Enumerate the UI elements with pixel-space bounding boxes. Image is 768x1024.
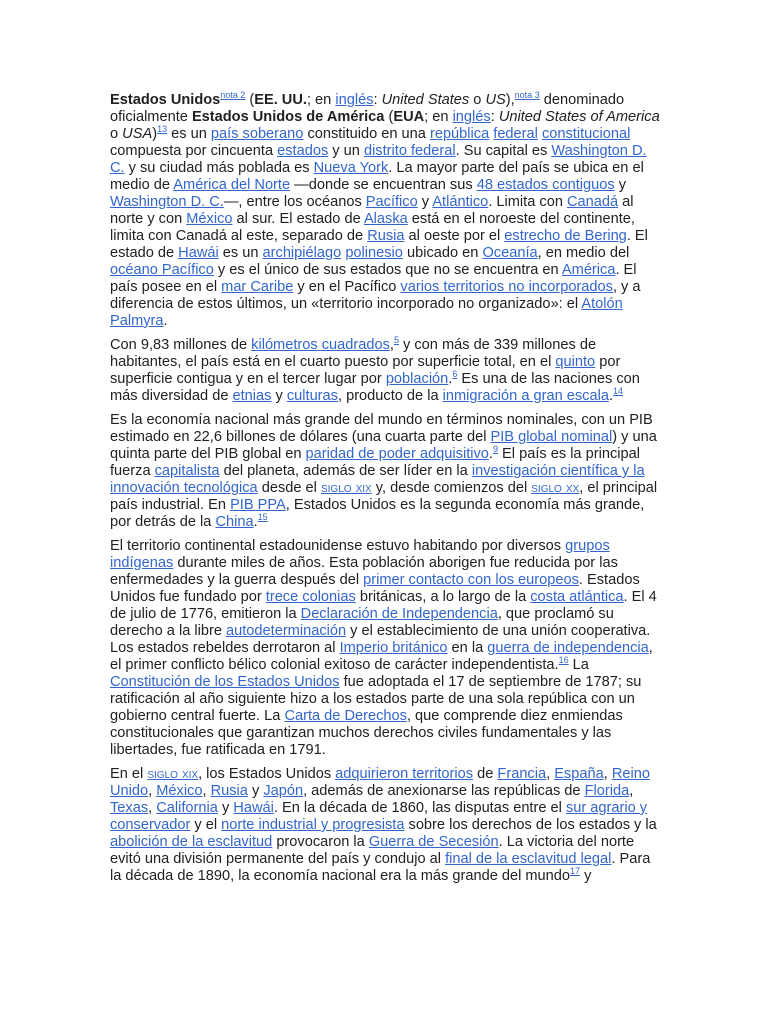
- text-run: es un: [218, 245, 263, 261]
- text-run: ,: [202, 783, 211, 799]
- reference-link[interactable]: nota 2: [220, 90, 246, 101]
- text-run: ,: [603, 766, 612, 782]
- text-run: y: [614, 177, 626, 193]
- text-run: La: [568, 657, 589, 673]
- article-link[interactable]: constitucional: [541, 126, 631, 142]
- article-link[interactable]: abolición de la esclavitud: [110, 834, 273, 850]
- text-run: constituido en una: [303, 126, 430, 142]
- text-run: (: [245, 92, 255, 108]
- article-link[interactable]: mar Caribe: [221, 279, 294, 295]
- article-link[interactable]: Washington D. C.: [110, 143, 647, 176]
- reference-note: [220, 90, 245, 100]
- text-run: al sur. El estado de: [232, 211, 364, 227]
- text-run: ,: [148, 783, 157, 799]
- article-link[interactable]: norte industrial y progresista: [221, 817, 405, 833]
- text-run: En el: [110, 766, 148, 782]
- article-link[interactable]: Rusia: [367, 228, 405, 244]
- article-link[interactable]: Texas: [110, 800, 149, 816]
- article-link[interactable]: México: [186, 211, 233, 227]
- text-run: ; en: [306, 92, 336, 108]
- text-run: —donde se encuentran sus: [290, 177, 477, 193]
- italic-term: USA: [122, 126, 153, 142]
- text-run: .: [163, 313, 168, 329]
- article-link[interactable]: inmigración a gran escala: [442, 388, 609, 404]
- text-run: El territorio continental estadounidense estuvo habitando por diversos: [110, 538, 566, 554]
- text-run: .: [448, 371, 453, 387]
- text-run: , producto de la: [337, 388, 443, 404]
- reference-link[interactable]: 15: [257, 512, 268, 523]
- text-run: ,: [629, 783, 634, 799]
- article-link[interactable]: estados: [277, 143, 329, 159]
- italic-term: US: [485, 92, 506, 108]
- text-run: . En la década de 1860, las disputas entre el: [273, 800, 566, 816]
- text-run: al norte y con: [110, 194, 634, 227]
- text-run: y: [417, 194, 433, 210]
- italic-term: United States of America: [498, 109, 660, 125]
- text-run: , Estados Unidos es la segunda economía más grande, por detrás de la: [110, 497, 645, 530]
- text-run: denominado oficialmente: [110, 92, 625, 125]
- bold-term: EUA: [393, 109, 425, 125]
- text-run: .: [608, 388, 613, 404]
- bold-term: Estados Unidos de América: [191, 109, 385, 125]
- text-run: , el principal país industrial. En: [110, 480, 658, 513]
- text-run: al oeste por el: [404, 228, 505, 244]
- text-run: ,: [389, 337, 394, 353]
- article-link[interactable]: estrecho de Bering: [504, 228, 627, 244]
- text-run: , además de anexionarse las repúblicas de: [303, 783, 585, 799]
- text-run: es un: [167, 126, 211, 142]
- text-run: durante miles de años. Esta población aborigen fue reducida por las enfermedades y la guerra después del: [110, 555, 618, 588]
- article-link[interactable]: capitalista: [154, 463, 220, 479]
- article-link[interactable]: etnias: [232, 388, 272, 404]
- text-run: . La victoria del norte evitó una división permanente del país y condujo al: [110, 834, 635, 867]
- article-link[interactable]: 48 estados contiguos: [476, 177, 615, 193]
- article-link[interactable]: Hawái: [178, 245, 219, 261]
- reference-link[interactable]: 6: [452, 369, 458, 380]
- article-link[interactable]: siglo xix: [147, 766, 199, 782]
- bold-term: Estados Unidos: [110, 92, 221, 108]
- text-run: , que comprende diez enmiendas constitucionales que garantizan muchos derechos civiles fundamentales y las libertades, fue ratificada en 1791.: [110, 708, 623, 758]
- reference-note: [613, 386, 623, 396]
- article-link[interactable]: siglo xix: [320, 480, 372, 496]
- article-link[interactable]: paridad de poder adquisitivo: [305, 446, 489, 462]
- text-run: . Para la década de 1890, la economía nacional era la más grande del mundo: [110, 851, 651, 884]
- article-link[interactable]: Pacífico: [365, 194, 418, 210]
- article-link[interactable]: guerra de independencia: [487, 640, 649, 656]
- article-link[interactable]: investigación científica y la innovación tecnológica: [110, 463, 645, 496]
- article-link[interactable]: PIB PPA: [230, 497, 286, 513]
- article-link[interactable]: Atolón Palmyra: [110, 296, 623, 329]
- text-run: :: [490, 109, 499, 125]
- article-link[interactable]: América del Norte: [173, 177, 291, 193]
- reference-note: [515, 90, 540, 100]
- text-run: fue adoptada el 17 de septiembre de 1787; su ratificación al año siguiente hizo a los estados parte de una sola república con un gobierno central fuerte. La: [110, 674, 642, 724]
- article-link[interactable]: Carta de Derechos: [284, 708, 407, 724]
- article-link[interactable]: federal: [493, 126, 538, 142]
- article-link[interactable]: México: [156, 783, 203, 799]
- text-run: . El estado de: [110, 228, 648, 261]
- text-run: . El 4 de julio de 1776, emitieron la: [110, 589, 657, 622]
- article-link[interactable]: Nueva York: [313, 160, 389, 176]
- text-run: ,: [148, 800, 157, 816]
- text-run: . La mayor parte del país se ubica en el medio de: [110, 160, 644, 193]
- bold-term: EE. UU.: [254, 92, 307, 108]
- text-run: (: [384, 109, 394, 125]
- text-run: Con 9,83 millones de: [110, 337, 252, 353]
- article-link[interactable]: Hawái: [233, 800, 274, 816]
- text-run: ; en: [424, 109, 453, 125]
- article-link[interactable]: Alaska: [363, 211, 408, 227]
- article-link[interactable]: población: [385, 371, 449, 387]
- article-body: [110, 92, 660, 892]
- text-run: y con más de 339 millones de habitantes, el país está en el cuarto puesto por superficie total, en el: [110, 337, 597, 370]
- text-run: y un: [328, 143, 364, 159]
- article-link[interactable]: California: [156, 800, 218, 816]
- paragraph-intro: [110, 92, 660, 330]
- article-link[interactable]: China: [215, 514, 254, 530]
- article-link[interactable]: Florida: [584, 783, 630, 799]
- article-link[interactable]: Atlántico: [432, 194, 489, 210]
- text-run: ubicado en: [402, 245, 483, 261]
- text-run: y, desde comienzos del: [371, 480, 532, 496]
- article-link[interactable]: siglo xx: [531, 480, 580, 496]
- text-run: por superficie contigua y en el tercer lugar por: [110, 354, 621, 387]
- article-link[interactable]: trece colonias: [265, 589, 356, 605]
- text-run: El país es la principal fuerza: [110, 446, 640, 479]
- text-run: . El país posee en el: [110, 262, 637, 295]
- text-run: británicas, a lo largo de la: [355, 589, 531, 605]
- text-run: está en el noroeste del continente, limita con Canadá al este, separado de: [110, 211, 635, 244]
- text-run: , que proclamó su derecho a la libre: [110, 606, 614, 639]
- text-run: en la: [447, 640, 488, 656]
- reference-link[interactable]: 17: [570, 866, 581, 877]
- text-run: ) y una quinta parte del PIB global en: [110, 429, 657, 462]
- article-link[interactable]: primer contacto con los europeos: [363, 572, 579, 588]
- text-run: o: [110, 126, 123, 142]
- text-run: :: [373, 92, 382, 108]
- article-link[interactable]: distrito federal: [363, 143, 456, 159]
- text-run: desde el: [257, 480, 321, 496]
- article-link[interactable]: Reino Unido: [110, 766, 650, 799]
- article-link[interactable]: adquirieron territorios: [335, 766, 474, 782]
- article-link[interactable]: Japón: [263, 783, 304, 799]
- article-link[interactable]: república: [429, 126, 490, 142]
- reference-note: [559, 655, 569, 665]
- article-link[interactable]: país soberano: [210, 126, 304, 142]
- article-link[interactable]: Francia: [497, 766, 547, 782]
- article-link[interactable]: Oceanía: [482, 245, 538, 261]
- article-link[interactable]: varios territorios no incorporados: [400, 279, 613, 295]
- text-run: provocaron la: [272, 834, 369, 850]
- paragraph-economy: [110, 412, 660, 531]
- text-run: y es el único de sus estados que no se encuentra en: [213, 262, 562, 278]
- text-run: y: [580, 868, 592, 884]
- article-link[interactable]: Guerra de Secesión: [368, 834, 499, 850]
- text-run: —, entre los océanos: [223, 194, 366, 210]
- text-run: o: [469, 92, 486, 108]
- text-run: ),: [505, 92, 515, 108]
- text-run: sobre los derechos de los estados y la: [404, 817, 657, 833]
- text-run: , y a diferencia de estos últimos, un «territorio incorporado no organizado»: el: [110, 279, 641, 312]
- reference-link[interactable]: 14: [613, 386, 624, 397]
- text-run: ): [152, 126, 158, 142]
- article-link[interactable]: océano Pacífico: [110, 262, 214, 278]
- text-run: y el establecimiento de una unión cooperativa. Los estados rebeldes derrotaron al: [110, 623, 651, 656]
- text-run: Es la economía nacional más grande del mundo en términos nominales, con un PIB estimado en 22,6 billones de dólares (una cuarta parte del: [110, 412, 653, 445]
- article-link[interactable]: costa atlántica: [530, 589, 624, 605]
- paragraph-geography: [110, 337, 660, 405]
- article-link[interactable]: PIB global nominal: [490, 429, 613, 445]
- article-link[interactable]: inglés: [452, 109, 491, 125]
- article-link[interactable]: autodeterminación: [226, 623, 347, 639]
- text-run: .: [253, 514, 258, 530]
- italic-term: United States: [381, 92, 470, 108]
- reference-link[interactable]: 13: [157, 124, 168, 135]
- article-link[interactable]: archipiélago: [262, 245, 342, 261]
- article-link[interactable]: Constitución de los Estados Unidos: [110, 674, 340, 690]
- text-run: .: [488, 446, 493, 462]
- text-run: . Limita con: [488, 194, 567, 210]
- reference-note: [157, 124, 167, 134]
- article-link[interactable]: polinesio: [345, 245, 403, 261]
- text-run: y: [217, 800, 234, 816]
- article-link[interactable]: América: [561, 262, 616, 278]
- article-link[interactable]: sur agrario y conservador: [110, 800, 648, 833]
- article-link[interactable]: Rusia: [210, 783, 248, 799]
- article-link[interactable]: España: [554, 766, 604, 782]
- reference-note: [258, 512, 268, 522]
- article-link[interactable]: final de la esclavitud legal: [445, 851, 612, 867]
- text-run: Es una de las naciones con más diversidad de: [110, 371, 640, 404]
- text-run: , en medio del: [537, 245, 630, 261]
- article-link[interactable]: Imperio británico: [339, 640, 448, 656]
- reference-note: [570, 866, 580, 876]
- text-run: compuesta por cincuenta: [110, 143, 278, 159]
- reference-link[interactable]: 16: [558, 655, 569, 666]
- article-link[interactable]: Washington D. C.: [110, 194, 224, 210]
- text-run: y el: [190, 817, 222, 833]
- text-run: . Su capital es: [455, 143, 552, 159]
- reference-link[interactable]: 9: [492, 444, 498, 455]
- text-run: . Estados Unidos fue fundado por: [110, 572, 640, 605]
- article-link[interactable]: inglés: [335, 92, 374, 108]
- text-run: , los Estados Unidos: [198, 766, 336, 782]
- article-link[interactable]: grupos indígenas: [110, 538, 610, 571]
- text-run: y su ciudad más poblada es: [124, 160, 314, 176]
- article-link[interactable]: Declaración de Independencia: [300, 606, 498, 622]
- article-link[interactable]: quinto: [555, 354, 596, 370]
- text-run: y: [271, 388, 287, 404]
- text-run: del planeta, además de ser líder en la: [219, 463, 472, 479]
- article-link[interactable]: Canadá: [567, 194, 619, 210]
- text-run: y: [247, 783, 264, 799]
- text-run: , el primer conflicto bélico colonial exitoso de carácter independentista.: [110, 640, 653, 673]
- paragraph-history: [110, 538, 660, 759]
- reference-link[interactable]: nota 3: [514, 90, 540, 101]
- text-run: y en el Pacífico: [293, 279, 401, 295]
- text-run: ,: [546, 766, 555, 782]
- article-link[interactable]: culturas: [286, 388, 338, 404]
- paragraph-nineteenth-century: [110, 766, 660, 885]
- reference-link[interactable]: 5: [393, 335, 399, 346]
- article-link[interactable]: kilómetros cuadrados: [251, 337, 390, 353]
- text-run: de: [473, 766, 498, 782]
